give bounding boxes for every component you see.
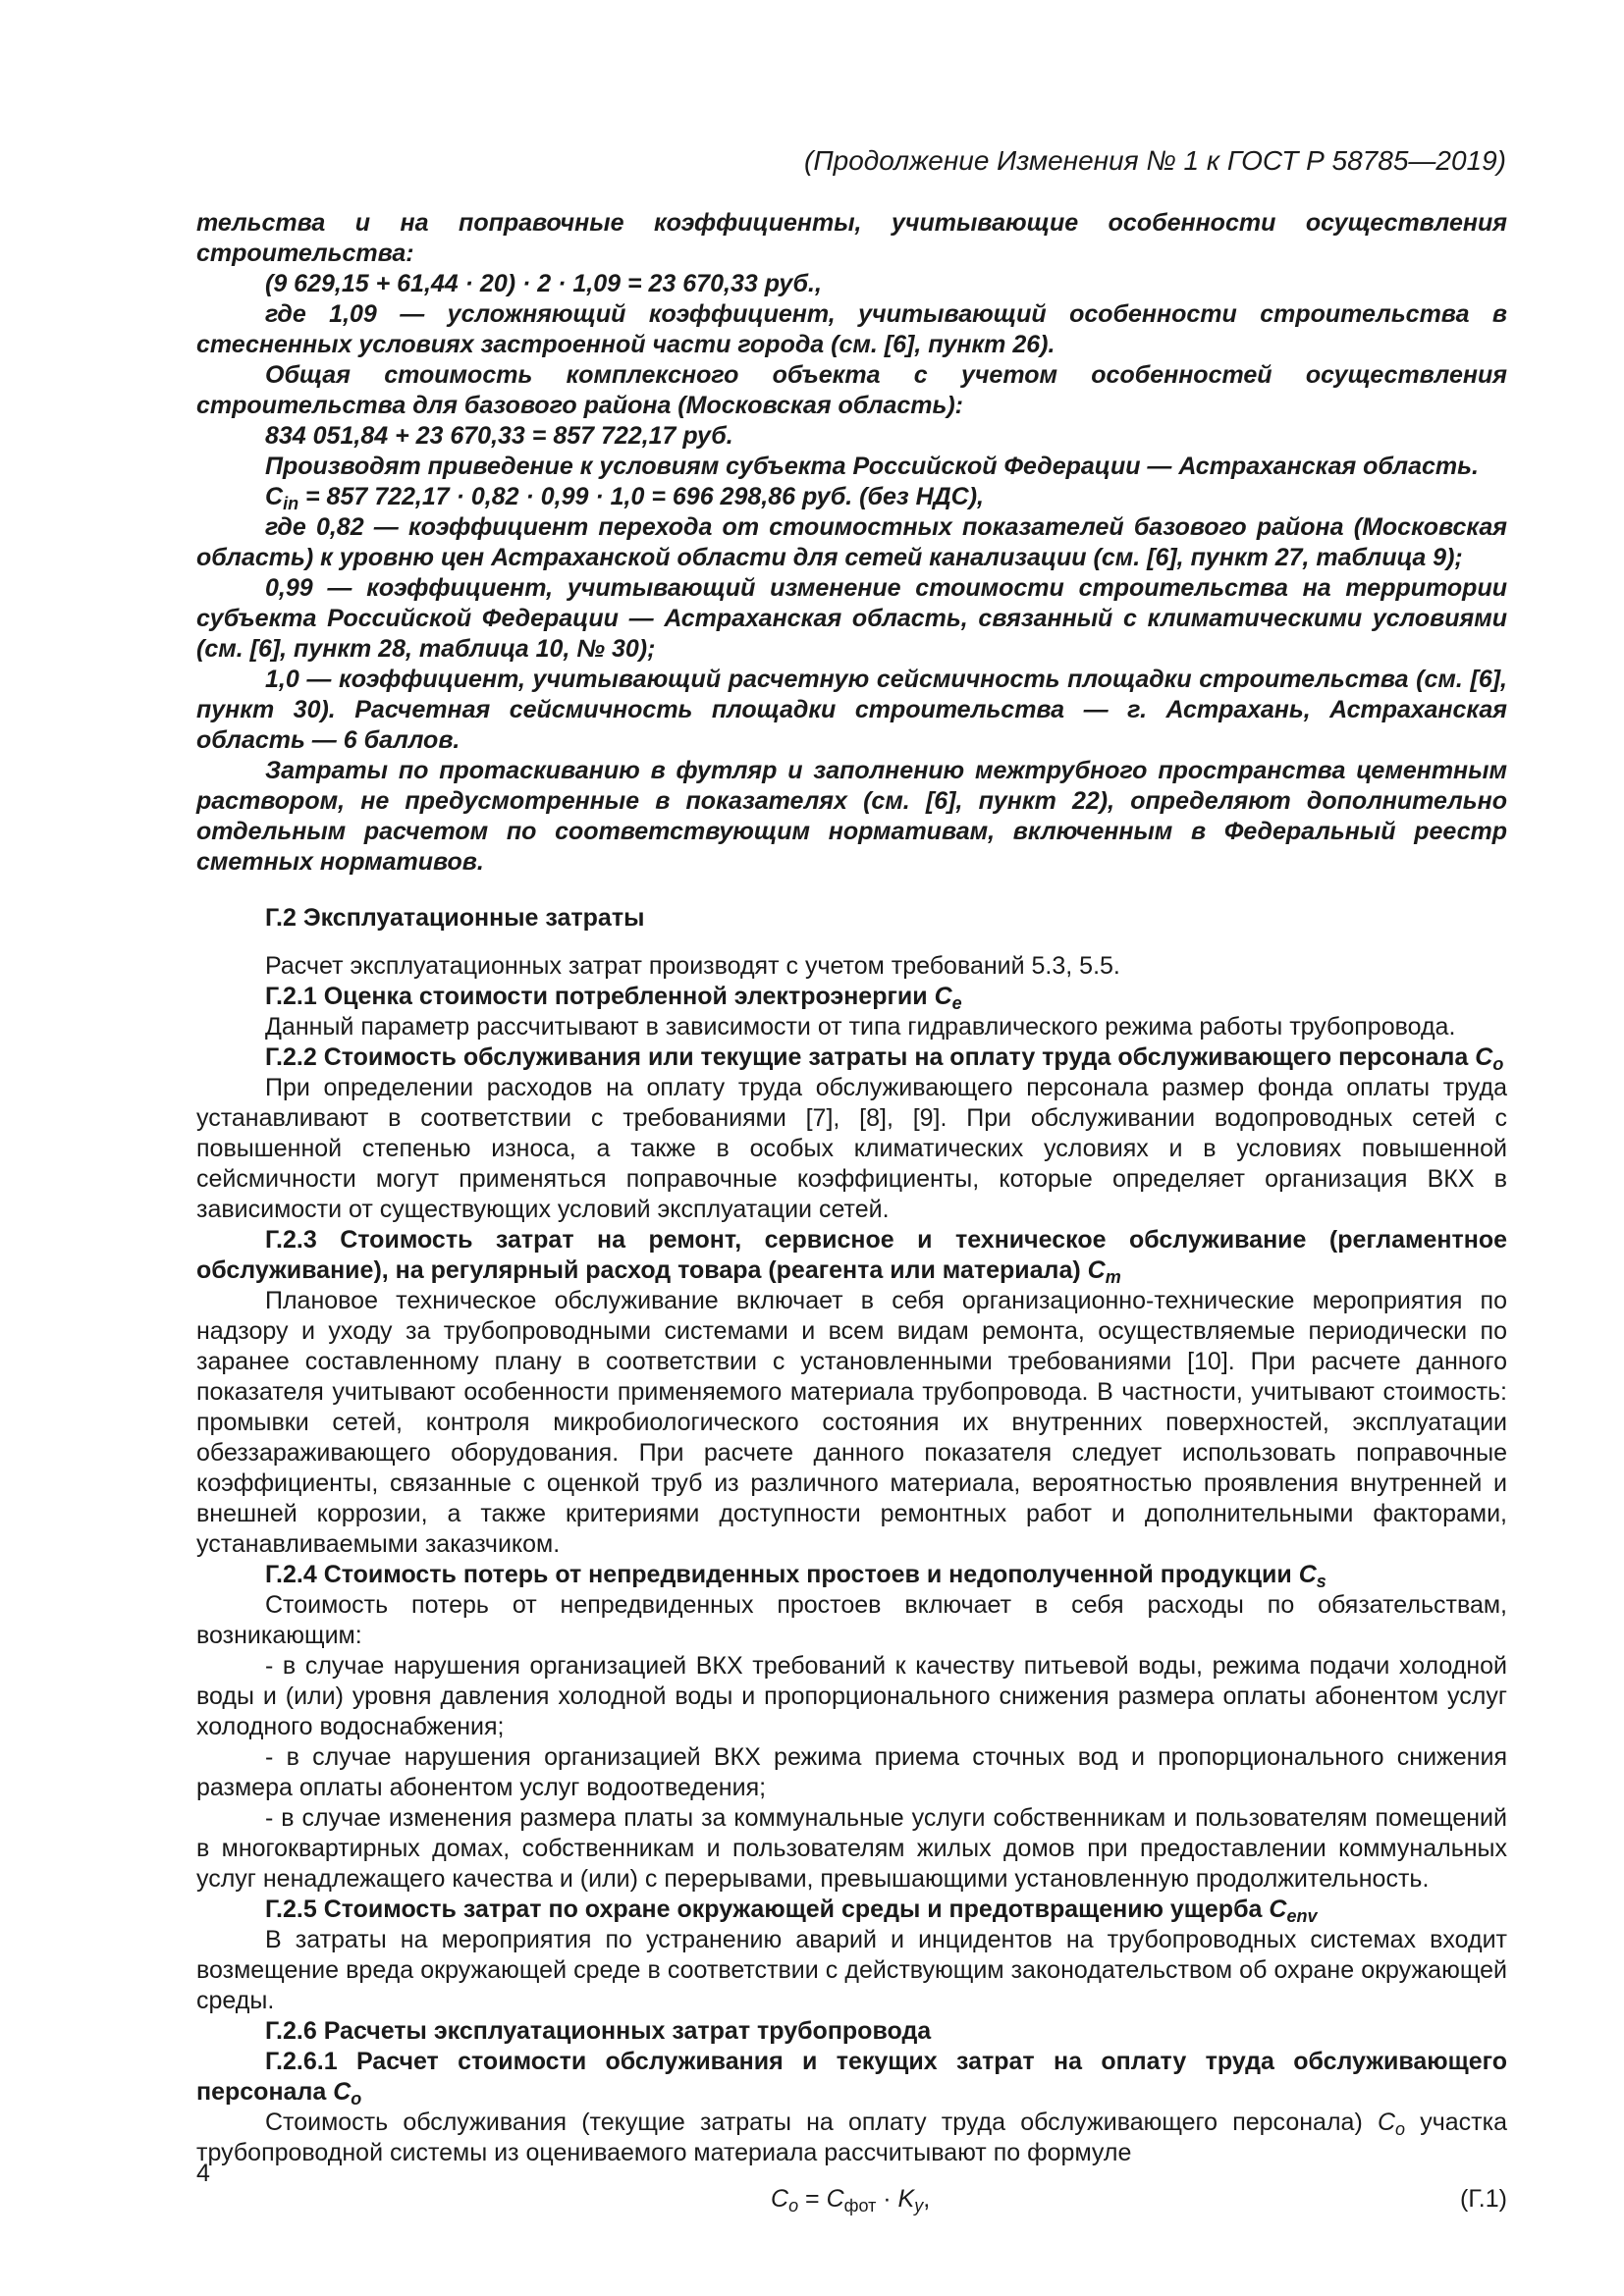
subsection-heading-g261: Г.2.6.1 Расчет стоимости обслуживания и текущих затрат на оплату труда обслуживающего персонала $C_o$ — [196, 2048, 1507, 2109]
paragraph: 1,0 — коэффициент, учитывающий расчетную сейсмичность площадки строительства (см. [6], пункт 30). Расчетная сейсмичность площадки строительства — г. Астрахань, Астраханская область — 6 баллов. — [196, 666, 1507, 754]
paragraph: Производят приведение к условиям субъекта Российской Федерации — Астраханская область. — [265, 453, 1479, 480]
cin-formula-line: $C_{in} = 857$ 722,17 · 0,82 · 0,99 · 1,0 = 696 298,86 руб. (без НДС), — [265, 483, 984, 513]
paragraph: 834 051,84 + 23 670,33 = 857 722,17 руб. — [265, 422, 733, 450]
paragraph: Расчет эксплуатационных затрат производят с учетом требований 5.3, 5.5. — [265, 952, 1120, 980]
list-item: - в случае нарушения организацией ВКХ режима приема сточных вод и пропорционального снижения размера оплаты абонентом услуг водоотведения; — [196, 1743, 1507, 1801]
paragraph: где 1,09 — усложняющий коэффициент, учитывающий особенности строительства в стесненных условиях застроенной части города (см. [6], пункт 26). — [196, 300, 1507, 358]
paragraph: где 0,82 — коэффициент перехода от стоимостных показателей базового района (Московская область) к уровню цен Астраханской области для сетей канализации (см. [6], пункт 27, таблица 9); — [196, 513, 1507, 571]
paragraph: При определении расходов на оплату труда обслуживающего персонала размер фонда оплаты труда устанавливают в соответствии с требованиями [7], [8], [9]. При обслуживании водопроводных сетей с повышенной степенью износа, а также в особых климатических условиях и в условиях повышенной сейсмичности могут применяться поправочные коэффициенты, которые определяет организация ВКХ в зависимости от существующих условий эксплуатации сетей. — [196, 1074, 1507, 1223]
list-item: - в случае изменения размера платы за коммунальные услуги собственникам и пользователям помещений в многоквартирных домах, собственникам и пользователям жилых домов при предоставлении коммунальных услуг ненадлежащего качества и (или) с перерывами, превышающими установленную продолжительность. — [196, 1804, 1507, 1893]
paragraph: Общая стоимость комплексного объекта с учетом особенностей осуществления строительства для базового района (Московская область): — [196, 361, 1507, 419]
formula-number: (Г.1) — [1460, 2185, 1507, 2213]
subsection-heading-g21: Г.2.1 Оценка стоимости потребленной электроэнергии $C_e$ — [265, 983, 962, 1013]
paragraph: Плановое техническое обслуживание включает в себя организационно-технические мероприятия по надзору и уходу за трубопроводными системами и всем видам ремонта, осуществляемые периодически по заранее составленному плану в соответствии с установленными требованиями [10]. При расчете данного показателя учитывают особенности применяемого материала трубопровода. В частности, учитывают стоимость: промывки сетей, контроля микробиологического состояния их внутренних поверхностей, эксплуатации обеззараживающего оборудования. При расчете данного показателя следует использовать поправочные коэффициенты, связанные с оценкой труб из различного материала, вероятностью проявления внутренней и внешней коррозии, а также критериями доступности ремонтных работ и дополнительными факторами, устанавливаемыми заказчиком. — [196, 1287, 1507, 1558]
paragraph: В затраты на мероприятия по устранению аварий и инцидентов на трубопроводных системах входит возмещение вреда окружающей среде в соответствии с действующим законодательством об охране окружающей среды. — [196, 1926, 1507, 2014]
paragraph: Данный параметр рассчитывают в зависимости от типа гидравлического режима работы трубопровода. — [265, 1013, 1456, 1041]
paragraph: Стоимость обслуживания (текущие затраты на оплату труда обслуживающего персонала) $C_o$ участка трубопроводной системы из оцениваемого материала рассчитывают по формуле — [196, 2109, 1507, 2166]
page-content — [196, 208, 1507, 2219]
subsection-heading-g25: Г.2.5 Стоимость затрат по охране окружающей среды и предотвращению ущерба $C_{env}$ — [265, 1896, 1318, 1926]
formula-expression: $C_o = C_{фот} \cdot K_у$, — [771, 2185, 931, 2216]
section-heading-g2: Г.2 Эксплуатационные затраты — [265, 904, 645, 932]
paragraph: тельства и на поправочные коэффициенты, учитывающие особенности осуществления строительства: — [196, 209, 1507, 267]
paragraph: Затраты по протаскиванию в футляр и заполнению межтрубного пространства цементным раствором, не предусмотренные в показателях (см. [6], пункт 22), определяют дополнительно отдельным расчетом по соответствующим нормативам, включенным в Федеральный реестр сметных нормативов. — [196, 757, 1507, 876]
page-header: (Продолжение Изменения № 1 к ГОСТ Р 58785—2019) — [804, 145, 1506, 176]
subsection-heading-g23: Г.2.3 Стоимость затрат на ремонт, сервисное и техническое обслуживание (регламентное обслуживание), на регулярный расход товара (реагента или материала) $C_m$ — [196, 1226, 1507, 1287]
paragraph: 0,99 — коэффициент, учитывающий изменение стоимости строительства на территории субъекта Российской Федерации — Астраханская область, связанный с климатическими условиями (см. [6], пункт 28, таблица 10, № 30); — [196, 574, 1507, 663]
page-number: 4 — [196, 2160, 210, 2187]
subsection-heading-g22: Г.2.2 Стоимость обслуживания или текущие затраты на оплату труда обслуживающего персонала $C_o$ — [265, 1043, 1504, 1074]
list-item: - в случае нарушения организацией ВКХ требований к качеству питьевой воды, режима подачи холодной воды и (или) уровня давления холодной воды и пропорционального снижения размера оплаты абонентом услуг холодного водоснабжения; — [196, 1652, 1507, 1740]
paragraph: (9 629,15 + 61,44 · 20) · 2 · 1,09 = 23 670,33 руб., — [265, 270, 822, 297]
paragraph: Стоимость потерь от непредвиденных простоев включает в себя расходы по обязательствам, возникающим: — [196, 1591, 1507, 1649]
subsection-heading-g24: Г.2.4 Стоимость потерь от непредвиденных простоев и недополученной продукции $C_s$ — [265, 1561, 1326, 1591]
calculation-block — [196, 208, 1507, 878]
formula-g1 — [196, 2176, 1507, 2219]
subsection-heading-g26: Г.2.6 Расчеты эксплуатационных затрат трубопровода — [265, 2017, 932, 2045]
